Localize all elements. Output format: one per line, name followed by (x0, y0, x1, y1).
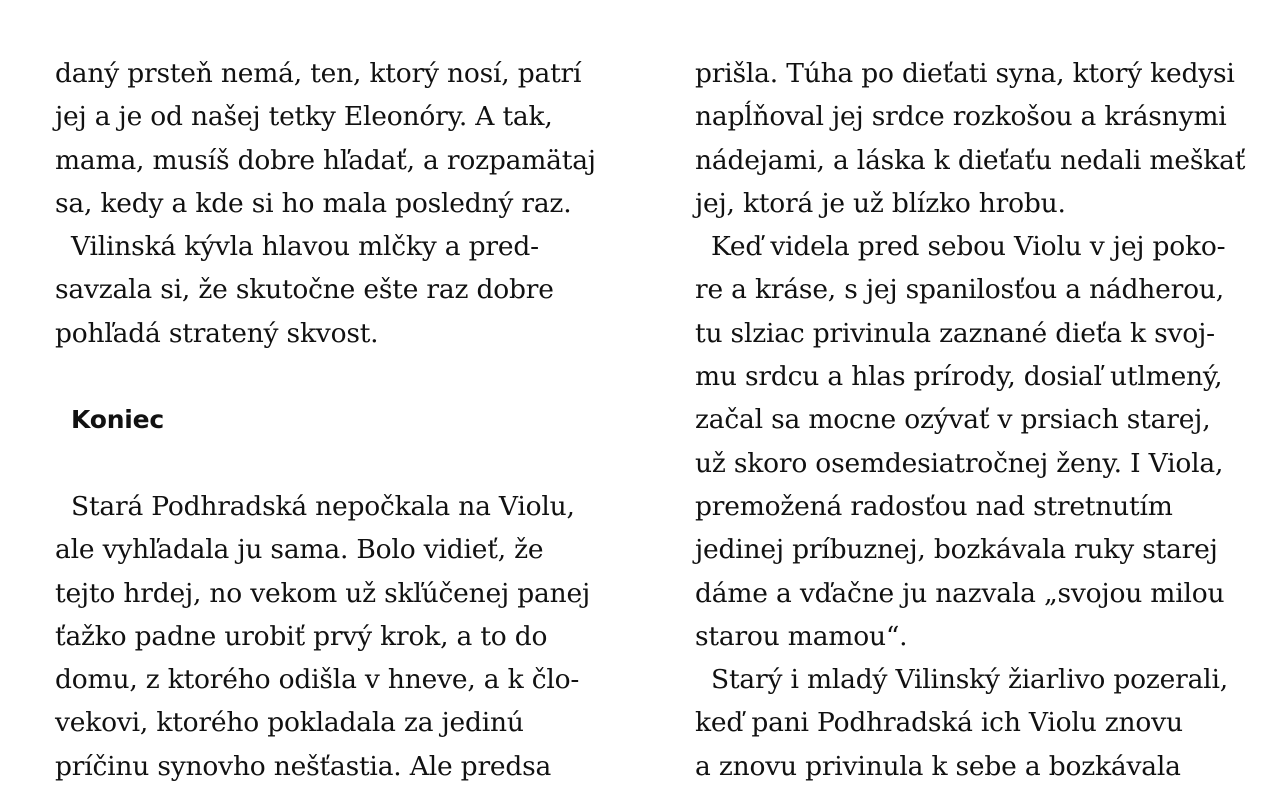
left-text-column (55, 52, 615, 788)
text-line: príčinu synovho nešťastia. Ale predsa (55, 750, 552, 782)
paragraph-start-line: Starý i mladý Vilinský žiarlivo pozerali, (711, 664, 1228, 696)
text-line: sa, kedy a kde si ho mala posledný raz. (55, 187, 572, 219)
right-text-column (695, 52, 1255, 788)
blank-line (55, 442, 615, 485)
text-line: domu, z ktorého odišla v hneve, a k člo- (55, 664, 580, 696)
text-line: vekovi, ktorého pokladala za jedinú (55, 707, 524, 739)
text-line: daný prsteň nemá, ten, ktorý nosí, patrí (55, 58, 582, 89)
text-line: premožená radosťou nad stretnutím (695, 490, 1173, 522)
text-line: tejto hrdej, no vekom už skľúčenej panej (55, 577, 590, 609)
text-line: ale vyhľadala ju sama. Bolo vidieť, že (55, 534, 544, 566)
text-line: keď pani Podhradská ich Violu znovu (695, 707, 1183, 739)
section-heading: Koniec (71, 405, 165, 435)
text-line: a znovu privinula k sebe a bozkávala (695, 750, 1181, 782)
text-line: už skoro osemdesiatročnej ženy. I Viola, (695, 447, 1224, 479)
text-line: nádejami, a láska k dieťaťu nedali meškať (695, 144, 1246, 176)
text-line: mu srdcu a hlas prírody, dosiaľ utlmený, (695, 361, 1223, 393)
text-line: jej, ktorá je už blízko hrobu. (695, 187, 1066, 219)
text-line: jedinej príbuznej, bozkávala ruky starej (695, 534, 1218, 566)
text-line: prišla. Túha po dieťati syna, ktorý kedysi (695, 58, 1235, 89)
paragraph-start-line: Keď videla pred sebou Violu v jej poko- (711, 231, 1226, 263)
text-line: napĺňoval jej srdce rozkošou a krásnymi (695, 101, 1227, 133)
text-line: savzala si, že skutočne ešte raz dobre (55, 274, 554, 306)
text-line: dáme a vďačne ju nazvala „svojou milou (695, 577, 1225, 609)
paragraph-start-line: Stará Podhradská nepočkala na Violu, (71, 490, 575, 522)
text-line: tu slziac privinula zaznané dieťa k svoj- (695, 317, 1215, 349)
paragraph-start-line: Vilinská kývla hlavou mlčky a pred- (71, 231, 539, 263)
text-line: re a kráse, s jej spanilosťou a nádherou, (695, 274, 1224, 306)
text-line: pohľadá stratený skvost. (55, 317, 379, 349)
text-line: začal sa mocne ozývať v prsiach starej, (695, 404, 1211, 436)
text-line: jej a je od našej tetky Eleonóry. A tak, (55, 101, 553, 133)
text-line: ťažko padne urobiť prvý krok, a to do (55, 620, 548, 652)
blank-line (55, 355, 615, 398)
text-line: starou mamou“. (695, 620, 908, 652)
text-line: mama, musíš dobre hľadať, a rozpamätaj (55, 144, 596, 176)
